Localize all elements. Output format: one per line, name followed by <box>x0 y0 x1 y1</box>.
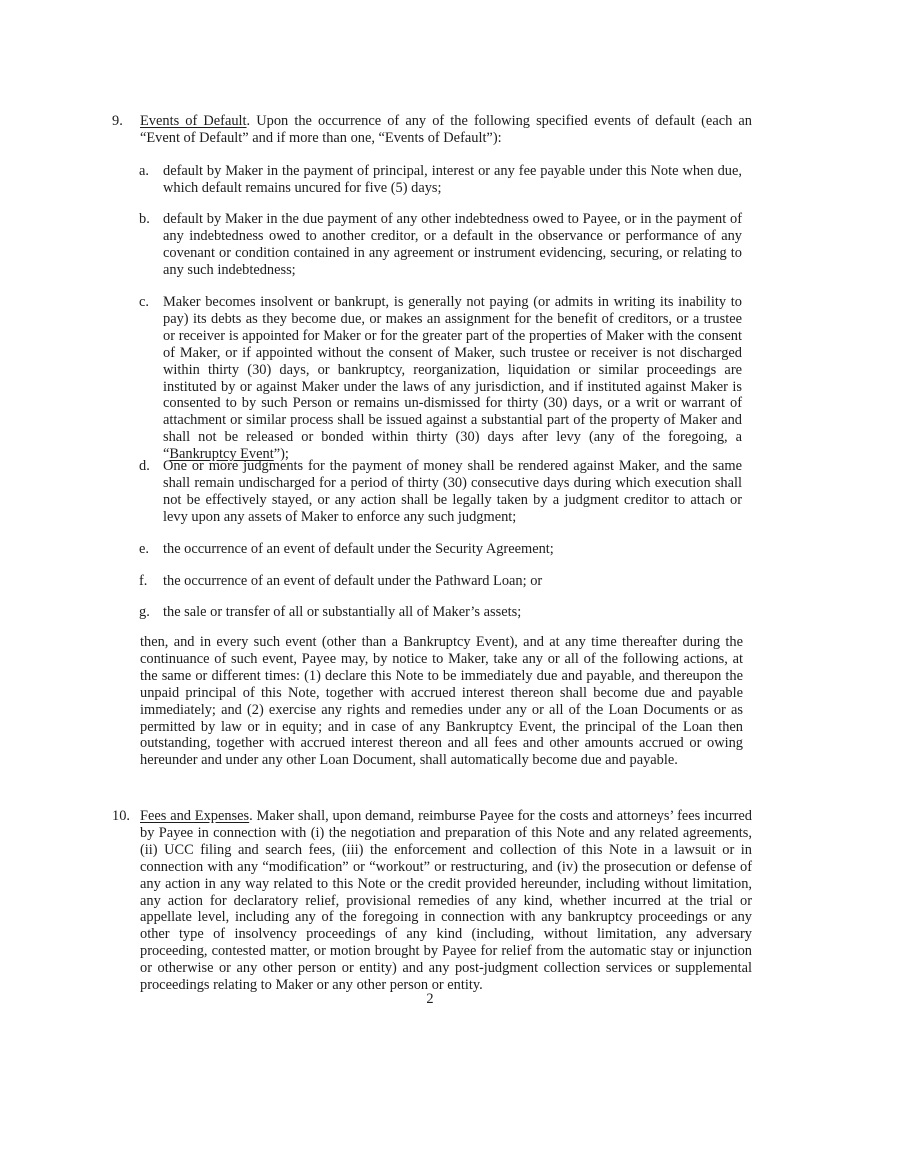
list-item-g <box>139 604 742 621</box>
list-item-f <box>139 573 742 590</box>
section-intro-text: . Upon the occurrence of any of the following specified events of default (each an “Event of Default” and if more than one, “Events of Default”): <box>140 113 752 146</box>
list-item-e <box>139 541 742 558</box>
section-heading: Events of Default <box>140 113 247 129</box>
list-item-text: One or more judgments for the payment of money shall be rendered against Maker, and the same shall remain undischarged for a period of thirty (30) consecutive days during which execution shall not be effectively stayed, or any action shall be legally taken by a judgment creditor to attach or levy upon any assets of Maker to enforce any such judgment; <box>163 458 742 525</box>
list-item-letter: d. <box>139 458 150 474</box>
section-number: 10. <box>112 808 130 824</box>
list-item-letter: b. <box>139 211 150 227</box>
item-text-before: Maker becomes insolvent or bankrupt, is generally not paying (or admits in writing its inability to pay) its debts as they become due, or makes an assignment for the benefit of creditors, or a trustee or receiver is appointed for Maker or for the greater part of the properties of Maker with the consent of Maker, or if appointed without the consent of Maker, such trustee or receiver is not discharged within thirty (30) days, or bankruptcy, reorganization, liquidation or similar proceedings are instituted by or against Maker under the laws of any jurisdiction, and if instituted against Maker is consented to by such Person or remains un-dismissed for thirty (30) days, or a writ or warrant of attachment or similar process shall be issued against a substantial part of the property of Maker and shall not be released or bonded within thirty (30) days after levy (any of the foregoing, a “ <box>163 294 742 463</box>
list-item-text <box>163 294 742 463</box>
remedies-paragraph: then, and in every such event (other than a Bankruptcy Event), and at any time thereafter during the continuance of such event, Payee may, by notice to Maker, take any or all of the following actions, at the same or different times: (1) declare this Note to be immediately due and payable, and thereupon the unpaid principal of this Note, together with accrued interest thereon shall become due and payable immediately; and (2) exercise any rights and remedies under any or all of the Loan Documents or as permitted by law or in equity; and in case of any Bankruptcy Event, the principal of the Loan then outstanding, together with accrued interest thereon and all fees and other amounts accrued or owing hereunder and under any other Loan Document, shall automatically become due and payable. <box>140 634 743 769</box>
list-item-text: default by Maker in the payment of principal, interest or any fee payable under this Note when due, which default remains uncured for five (5) days; <box>163 163 742 196</box>
defined-term-bankruptcy-event: Bankruptcy Event <box>169 446 274 463</box>
list-item-letter: c. <box>139 294 149 310</box>
list-item-text: default by Maker in the due payment of any other indebtedness owed to Payee, or in the payment of any indebtedness owed to another creditor, or a default in the observance or performance of any covenant or condition contained in any agreement or instrument evidencing, securing, or relating to any such indebtedness; <box>163 211 742 278</box>
list-item-letter: a. <box>139 163 149 179</box>
section-10 <box>112 808 752 994</box>
page-number: 2 <box>426 991 434 1007</box>
list-item-b <box>139 211 742 279</box>
list-item-text: the occurrence of an event of default under the Pathward Loan; or <box>163 573 543 589</box>
list-item-text: the sale or transfer of all or substantially all of Maker’s assets; <box>163 604 522 620</box>
list-item-a <box>139 163 742 197</box>
section-body-text: . Maker shall, upon demand, reimburse Payee for the costs and attorneys’ fees incurred by Payee in connection with (i) the negotiation and preparation of this Note and any related agreements, (ii) UCC filing and search fees, (iii) the enforcement and collection of this Note in a lawsuit or in connection with any “modification” or “workout” or restructuring, and (iv) the prosecution or defense of any action in any way related to this Note or the credit provided hereunder, including without limitation, any action for declaratory relief, provisional remedies of any kind, whether incurred at the trial or appellate level, including any of the foregoing in connection with any bankruptcy proceedings or any other type of insolvency proceedings of any kind (including, without limitation, any adversary proceeding, contested matter, or motion brought by Payee for relief from the automatic stay or injunction or otherwise or any other person or entity) and any post-judgment collection services or supplemental proceedings relating to Maker or any other person or entity. <box>140 808 752 994</box>
section-number: 9. <box>112 113 123 129</box>
list-item-d <box>139 458 742 526</box>
section-9-intro <box>140 113 752 147</box>
item-text-after: ”); <box>273 446 289 463</box>
list-item-letter: f. <box>139 573 148 589</box>
list-item-c <box>139 294 742 463</box>
list-item-letter: e. <box>139 541 149 557</box>
list-item-text: the occurrence of an event of default under the Security Agreement; <box>163 541 554 557</box>
list-item-letter: g. <box>139 604 150 620</box>
section-heading: Fees and Expenses <box>140 808 250 824</box>
section-10-text <box>140 808 752 994</box>
section-9 <box>112 113 752 147</box>
